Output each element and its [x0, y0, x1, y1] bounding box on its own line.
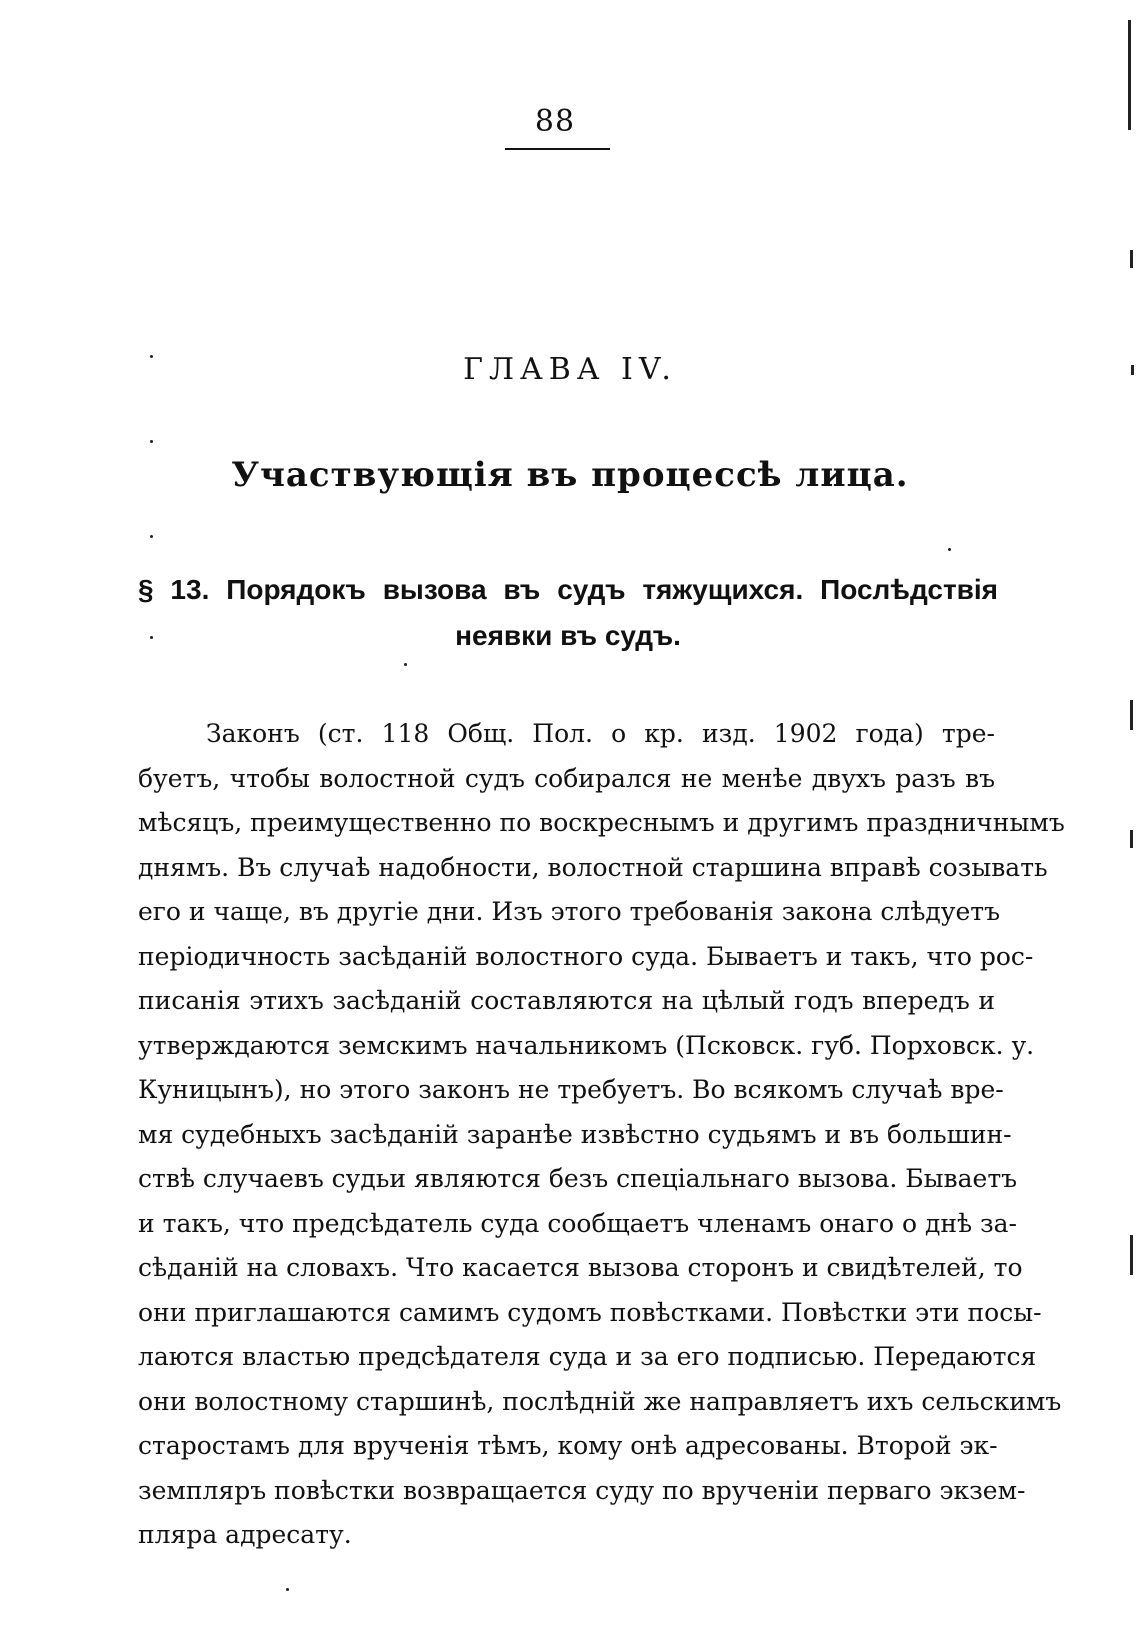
body-line: Законъ (ст. 118 Общ. Пол. о кр. изд. 1902 года) тре-	[206, 719, 995, 748]
scan-edge-mark	[1130, 830, 1133, 848]
body-line: буетъ, чтобы волостной судъ собирался не менѣе двухъ разъ въ	[138, 763, 995, 793]
page-number-rule	[505, 148, 610, 150]
body-line: днямъ. Въ случаѣ надобности, волостной старшина вправѣ созывать	[138, 852, 1048, 882]
section-heading-line: неявки въ судъ.	[455, 620, 681, 651]
body-line: мѣсяцъ, преимущественно по воскреснымъ и другимъ праздничнымъ	[138, 808, 1065, 837]
scan-edge-mark	[1130, 250, 1133, 268]
scan-edge-mark	[1131, 365, 1134, 375]
scan-speck	[286, 1588, 289, 1591]
section-heading	[138, 567, 998, 659]
body-line: періодичность засѣданій волостного суда. Бываетъ и такъ, что рос-	[138, 941, 1034, 971]
body-line: сѣданій на словахъ. Что касается вызова сторонъ и свидѣтелей, то	[138, 1253, 1023, 1282]
body-line: утверждаются земскимъ начальникомъ (Псковск. губ. Порховск. у.	[138, 1030, 1035, 1060]
scan-speck	[948, 548, 951, 551]
body-line: они волостному старшинѣ, послѣдній же направляетъ ихъ сельскимъ	[138, 1386, 1062, 1416]
body-line: и такъ, что предсѣдатель суда сообщаетъ членамъ онаго о днѣ за-	[138, 1208, 1018, 1238]
body-line: мя судебныхъ засѣданій заранѣе извѣстно судьямъ и въ большин-	[138, 1119, 1012, 1149]
body-line: лаются властью предсѣдателя суда и за его подписью. Передаются	[138, 1342, 1037, 1371]
body-line: старостамъ для врученія тѣмъ, кому онѣ адресованы. Второй эк-	[138, 1431, 998, 1460]
scan-speck	[150, 535, 153, 538]
chapter-title: Участвующія въ процессѣ лица.	[231, 455, 909, 495]
body-line: ствѣ случаевъ судьи являются безъ спеціальнаго вызова. Бываетъ	[138, 1164, 1018, 1193]
body-line: они приглашаются самимъ судомъ повѣстками. Повѣстки эти посы-	[138, 1297, 1042, 1327]
section-heading-line: § 13. Порядокъ вызова въ судъ тяжущихся. Послѣдствія	[138, 574, 998, 605]
body-line: писанія этихъ засѣданій составляются на цѣлый годъ впередъ и	[138, 986, 995, 1015]
scan-speck	[150, 636, 153, 639]
page-number: 88	[534, 104, 576, 139]
chapter-label: ГЛАВА IV.	[463, 352, 677, 387]
body-line: его и чаще, въ другіе дни. Изъ этого требованія закона слѣдуетъ	[138, 897, 1001, 926]
body-line: земпляръ повѣстки возвращается суду по врученіи перваго экзем-	[138, 1475, 1026, 1505]
scan-speck	[150, 440, 153, 443]
body-paragraph	[138, 712, 1065, 1558]
scan-speck	[150, 355, 153, 358]
body-line: пляра адресату.	[138, 1520, 352, 1549]
body-line: Куницынъ), но этого законъ не требуетъ. Во всякомъ случаѣ вре-	[138, 1075, 1004, 1104]
scan-edge-mark	[1128, 20, 1131, 130]
scan-speck	[404, 663, 407, 666]
scan-edge-mark	[1130, 700, 1133, 730]
scan-edge-mark	[1130, 1235, 1133, 1275]
